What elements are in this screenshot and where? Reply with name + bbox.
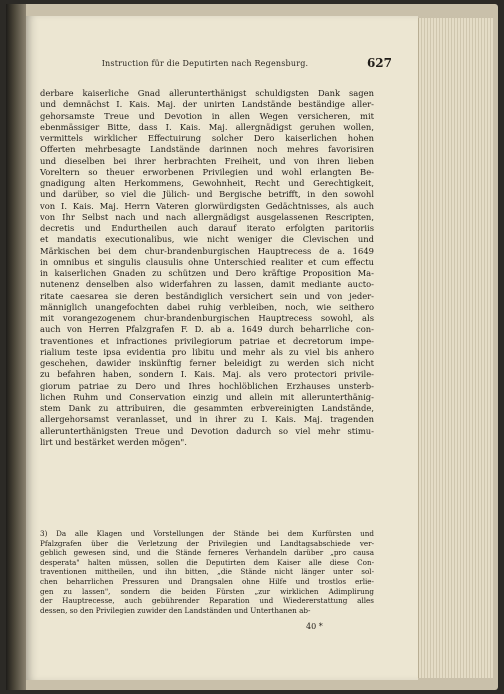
text-line: und darüber, so viel die Jülich- und Bergische betrifft, in den sowohl: [40, 189, 374, 200]
text-line: allerunterthänigsten Treue und Devotion dadurch so viel mehr stimu-: [40, 425, 374, 436]
text-line: nutenenz denselben also widerfahren zu lassen, damit mediante aucto-: [40, 279, 374, 290]
text-line: ebenmässiger Bitte, dass I. Kais. Maj. allergnädigst geruhen wollen,: [40, 121, 374, 132]
text-line: mit vorangezogenem chur-brandenburgischen Hauptrecess sowohl, als: [40, 313, 374, 323]
text-line: giorum patriae zu Dero und Ihres hochlöblichen Erzhauses unsterb-: [40, 380, 374, 391]
text-line: auch von Herren Pfalzgrafen F. D. ab a. 1649 durch beharrliche con-: [40, 324, 374, 335]
text-line: lichen Ruhm und Conservation einzig und allein mit allerunterthänig-: [40, 391, 374, 402]
text-line: in omnibus et singulis clausulis ohne Unterschied realiter et cum effectu: [40, 256, 374, 267]
text-line: Voreltern so theuer erworbenen Privilegien und wohl erlangten Be-: [40, 166, 374, 177]
footnote-line: 3) Da alle Klagen und Vorstellungen der Stände bei dem Kurfürsten und: [40, 529, 374, 538]
text-line: gehorsamste Treue und Devotion in allen Wegen versicheren, mit: [40, 110, 374, 121]
page-number: 627: [366, 56, 392, 70]
text-line: lirt und bestärket werden mögen".: [40, 436, 187, 447]
text-line: gnadigung alten Herkommens, Gewohnheit, Recht und Gerechtigkeit,: [40, 178, 374, 188]
footnote-line: Pfalzgrafen über die Verletzung der Privilegien und Landtagsabschiede ver-: [40, 538, 374, 548]
footnote: [40, 529, 374, 615]
signature-mark: 40 *: [306, 622, 323, 631]
text-line: vermittels wirklicher Effectuirung solcher Dero kaiserlichen hohen: [40, 133, 374, 143]
text-line: zu befahren haben, sondern I. Kais. Maj. als vero protectori privile-: [40, 369, 374, 380]
footnote-line: der Hauptrecesse, auch gebührender Reparation und Wiedererstattung alles: [40, 596, 374, 606]
book-spine: [6, 4, 26, 690]
footnote-line: dessen, so den Privilegien zuwider den Landständen und Unterthanen ab-: [40, 605, 311, 615]
text-line: decretis und Endurtheilen auch darauf iterato erfolgten paritoriis: [40, 223, 374, 233]
page: [26, 16, 418, 680]
text-line: ritate caesarea sie deren beständiglich versichert sein und von jeder-: [40, 290, 374, 301]
main-text: [40, 88, 374, 448]
text-line: in kaiserlichen Gnaden zu schützen und Dero kräftige Proposition Ma-: [40, 268, 374, 278]
text-line: traventiones et infractiones privilegiorum patriae et decretorum impe-: [40, 335, 374, 346]
footnote-line: desperata" halten müssen, sollen die Deputirten dem Kaiser alle diese Con-: [40, 557, 374, 567]
footnote-line: traventionen mittheilen, und ihn bitten, „die Stände nicht länger unter sol-: [40, 567, 374, 577]
book: [6, 4, 498, 690]
text-line: stem Dank zu attribuiren, die gesammten erbvereinigten Landstände,: [40, 403, 374, 413]
text-line: von I. Kais. Maj. Herrn Vateren glorwürdigsten Gedächtnisses, als auch: [40, 200, 374, 211]
text-line: et mandatis executionalibus, wie nicht weniger die Clevischen und: [40, 234, 374, 245]
text-line: und demnächst I. Kais. Maj. der unirten Landstände beständige aller-: [40, 99, 374, 110]
footnote-line: chen beharrlichen Pressuren und Drangsalen ohne Hilfe und trostlos erlie-: [40, 576, 374, 586]
text-line: und dieselben bei ihrer herbrachten Freiheit, und von ihren lieben: [40, 155, 374, 166]
text-line: männiglich unangefochten dabei ruhig verbleiben, noch, wie seithero: [40, 301, 374, 312]
text-line: geschehen, dawider inskünftig ferner beleidigt zu werden sich nicht: [40, 358, 374, 368]
running-title: Instruction für die Deputirten nach Regensburg.: [101, 59, 309, 68]
text-line: allergehorsamst veranlasset, und in ihrer zu I. Kais. Maj. tragenden: [40, 414, 374, 425]
page-edges: [418, 18, 493, 678]
text-line: derbare kaiserliche Gnad allerunterthänigst schuldigsten Dank sagen: [40, 88, 374, 98]
text-line: rialium teste ipsa evidentia pro libitu und mehr als zu viel bis anhero: [40, 346, 374, 357]
text-line: Märkischen bei dem chur-brandenburgischen Hauptrecess de a. 1649: [40, 245, 374, 256]
footnote-line: geblich gewesen sind, und die Stände ferneres Verhandeln darüber „pro causa: [40, 548, 374, 558]
text-line: von Ihr Selbst nach und nach allergnädigst ausgelassenen Rescripten,: [40, 211, 374, 222]
text-line: Offerten mehrbesagte Landstände darinnen noch mehres favorisiren: [40, 144, 374, 155]
footnote-line: gen zu lassen", sondern die beiden Fürsten „zur wirklichen Adimplirung: [40, 586, 374, 596]
